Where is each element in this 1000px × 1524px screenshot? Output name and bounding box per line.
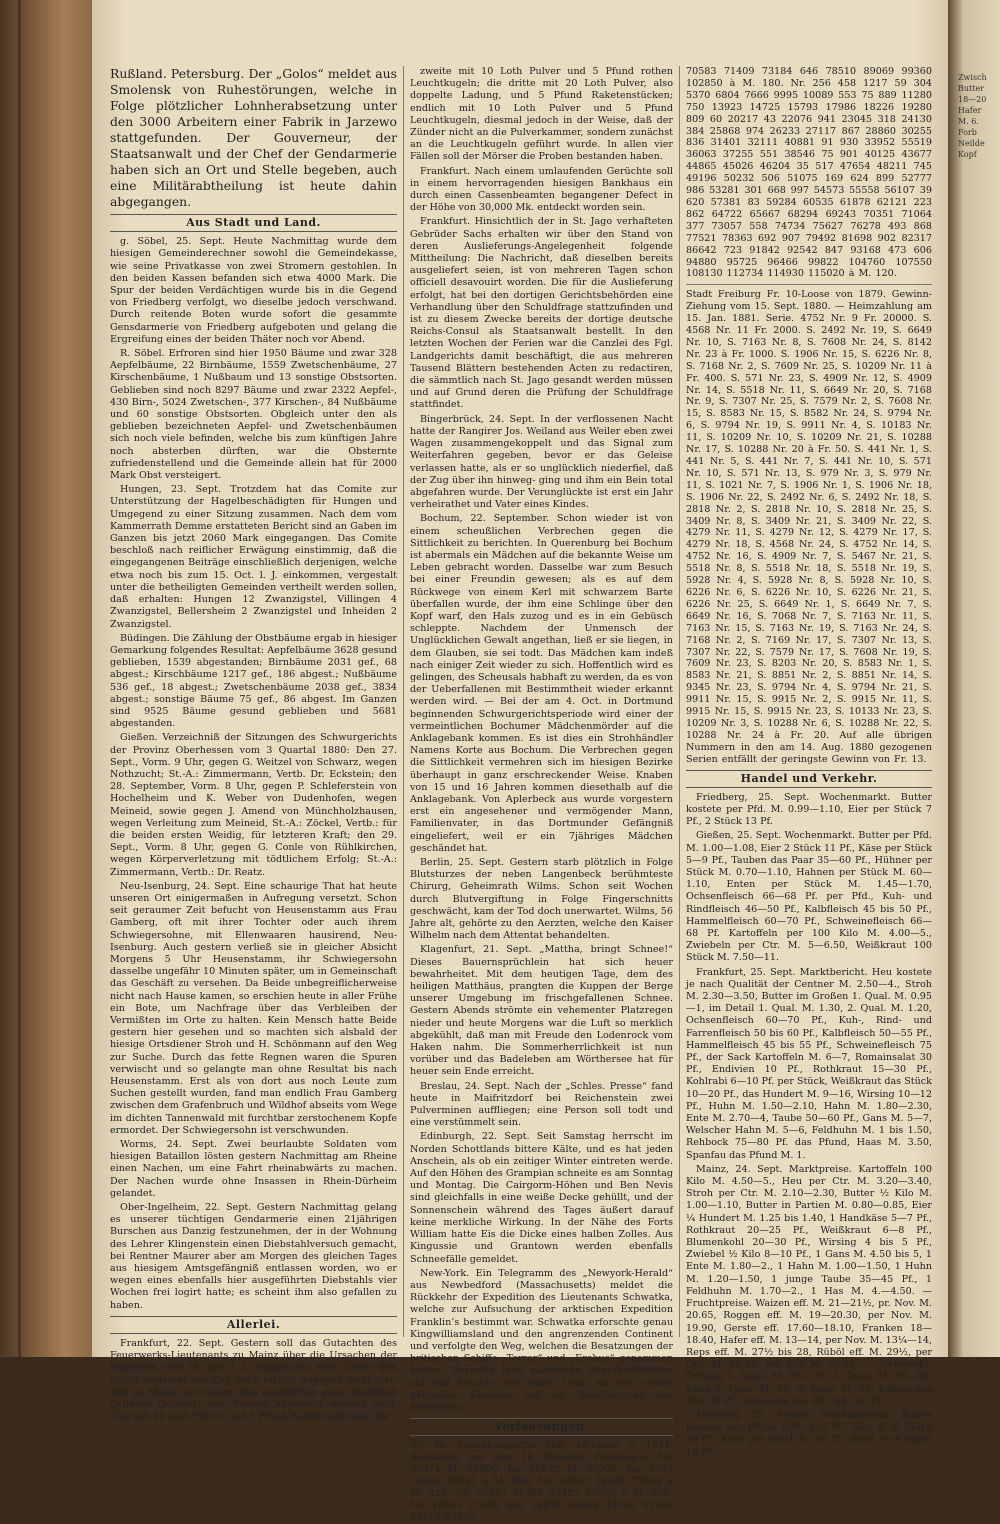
lottery-freiburg-list: Stadt Freiburg Fr. 10-Loose von 1879. Gewinn-Ziehung vom 15. Sept. 1880. — Heimzahlung am 15. Jan. 1881. Serie. 4752 Nr. 9 Fr. 20000. S. 4568 Nr. 11 Fr. 2000. S. 2492 Nr. 19, S. 6649 Nr. 10, S. 7163 Nr. 8, S. 7608 Nr. 24, S. 8142 Nr. 23 à Fr. 1000. S. 1906 Nr. 15, S. 6226 Nr. 8, S. 7168 Nr. 2, S. 7609 Nr. 25, S. 10209 Nr. 11 à Fr. 400. S. 571 Nr. 23, S. 4909 Nr. 12, S. 4909 Nr. 14, S. 5518 Nr. 11, S. 6649 Nr. 20, S. 7168 Nr. 9, S. 7307 Nr. 25, S. 7579 Nr. 2, S. 7608 Nr. 15, S. 8583 Nr. 15, S. 8582 Nr. 24, S. 9794 Nr. 6, S. 9794 Nr. 19, S. 9911 Nr. 4, S. 10183 Nr. 11, S. 10209 Nr. 10, S. 10209 Nr. 21, S. 10288 Nr. 17, S. 10288 Nr. 20 à Fr. 50. S. 441 Nr. 1, S. 441 Nr. 5, S. 441 Nr. 7, S. 441 Nr. 10, S. 571 Nr. 10, S. 571 Nr. 13, S. 979 Nr. 3, S. 979 Nr. 11, S. 1021 Nr. 7, S. 1906 Nr. 1, S. 1906 Nr. 18, S. 1906 Nr. 22, S. 2492 Nr. 6, S. 2492 Nr. 18, S. 2818 Nr. 2, S. 2818 Nr. 10, S. 2818 Nr. 25, S. 3409 Nr. 8, S. 3409 Nr. 21, S. 3409 Nr. 22, S. 4279 Nr. 11, S. 4279 Nr. 12, S. 4279 Nr. 17, S. 4279 Nr. 18, S. 4568 Nr. 24, S. 4752 Nr. 14, S. 4752 Nr. 16, S. 4909 Nr. 7, S. 5467 Nr. 21, S. 5518 Nr. 8, S. 5518 Nr. 18, S. 5518 Nr. 19, S. 5928 Nr. 4, S. 5928 Nr. 8, S. 5928 Nr. 10, S. 6226 Nr. 6, S. 6226 Nr. 10, S. 6226 Nr. 21, S. 6226 Nr. 25, S. 6649 Nr. 1, S. 6649 Nr. 7, S. 6649 Nr. 16, S. 7068 Nr. 7, S. 7163 Nr. 11, S. 7163 Nr. 15, S. 7163 Nr. 19, S. 7163 Nr. 24, S. 7168 Nr. 2, S. 7169 Nr. 17, S. 7307 Nr. 13, S. 7307 Nr. 22, S. 7579 Nr. 17, S. 7608 Nr. 19, S. 7609 Nr. 23, S. 8203 Nr. 20, S. 8583 Nr. 1, S. 8583 Nr. 21, S. 8851 Nr. 2, S. 8851 Nr. 14, S. 9345 Nr. 23, S. 9794 Nr. 4, S. 9794 Nr. 21, S. 9911 Nr. 15, S. 9915 Nr. 2, S. 9915 Nr. 11, S. 9915 Nr. 15, S. 9915 Nr. 23, S. 10133 Nr. 23, S. 10209 Nr. 3, S. 10288 Nr. 6, S. 10288 Nr. 22, S. 10288 Nr. 24 à Fr. 20. Auf alle übrigen Nummern in den am 14. Aug. 1880 gezogenen Serien entfällt der geringste Gewinn von Fr. 13. (686, 289, 932, 765)
column-3 (680, 66, 938, 1458)
lead-article-russland: Rußland. Petersburg. Der „Golos“ meldet aus Smolensk von Ruhestörungen, welche in Folge plötzlicher Lohnherabsetzung unter den 3000 Arbeitern einer Fabrik in Jarzewo stattgefunden. Der Gouverneur, der Staatsanwalt und der Chef der Gendarmerie haben sich an Ort und Stelle begeben, auch eine Militärabtheilung ist heute dahin abgegangen. (110, 66, 397, 209)
article-paragraph: Bochum, 22. September. Schon wieder ist von einem scheußlichen Verbrechen gegen die Sittlichkeit zu berichten. In Querenburg bei Bochum ist abermals ein Mädchen auf die bekannte Weise um Leben gebracht worden. Dasselbe war zum Besuch bei einer Freundin gewesen; als es auf dem Rückwege von einem Kerl mit schwarzem Barte überfallen wurde, der ihm eine Schlinge über den Kopf warf, den Hals zuzog und es in ein Gebüsch schleppte. Nachdem der Unmensch der Unglücklichen Gewalt angethan, ließ er sie liegen, in dem Glauben, sie sei todt. Das Mädchen kam indeß nach einiger Zeit wieder zu sich. Hoffentlich wird es gelingen, des Scheusals habhaft zu werden, da es von der Ueberfallenen mit Bestimmtheit wieder erkannt werden wird. — Bei der am 4. Oct. in Dortmund beginnenden Schwurgerichtsperiode wird einer der vermeintlichen Bochumer Mädchenmörder auf die Anklagebank kommen. Es ist dies ein Strohhändler Namens Korte aus Bochum. Die Verbrechen gegen die Sittlichkeit vermehren sich im hiesigen Bezirke überhaupt in ganz erschreckender Weise. Knaben von 15 und 16 Jahren kommen diesethalb auf die Anklagebank. Von Aplerbeck aus wurde vorgestern erst ein angesehener und vermögender Mann, Familienvater, in das Dortmunder Gefängniß eingeliefert, weil er ein 7jähriges Mädchen geschändet hat. (410, 513, 673, 854)
market-report: Marburg, 25. Septbr. Wochenmarkt. Butter kostete per Pfund 100—110 Pf., Eier 8—9 Stück 40 Pf., Käse per Stück 8—10 Pf., Salat 3—4 Köpfe 10 Pf., (686, 1409, 932, 1458)
lottery-oldenburg-list: 3½ Gt. Oldenburgische Thlr. 40-Loose v. 1871. Restanten aus den 18 früheren Ziehungen. Nr. 33974 M. 60000. Nr. 56822 M. 30000. Nr. 6955 15666 39581 à M. 900. Nr. 10057 28638 77004 à M. 420. Nr. 20927 41360 43427 80995 à M. 300. Nr. 10535 17055 953 19839 32468 34352 52921 62179 63806 (410, 1440, 673, 1523)
lottery-number-list: 70583 71409 73184 646 78510 89069 99360 102850 à M. 180. Nr. 256 458 1217 59 304 5370 6804 7666 9995 10089 553 75 889 11280 750 13923 14725 15793 17986 18226 19280 809 60 20217 43 22076 941 23045 318 24130 384 25868 974 26233 27117 867 28860 30255 836 31401 32111 40881 91 930 33952 55519 36063 37255 551 38546 75 901 40125 43677 44865 45026 46204 35 517 47654 48211 745 49196 50232 506 51075 169 624 899 52777 986 53281 301 668 997 54573 55558 56107 39 620 57381 83 59284 60535 61878 62121 223 862 64722 65667 68294 69243 70351 71064 377 73057 558 74734 75627 76278 493 868 77521 78363 692 907 79492 81698 902 82317 86642 723 91842 92542 847 93168 473 606 94880 95725 96466 99822 104760 107550 108130 112734 114930 115020 à M. 120. (686, 66, 932, 280)
article-paragraph: New-York. Ein Telegramm des „Newyork-Herald“ aus Newbedford (Massachusetts) meldet die Rückkehr der Expedition des Lieutenants Schwatka, welche zur Aufsuchung der arktischen Expedition Franklin’s bestimmt war. Schwatka erforschte genau Kingwilliamsland und den angrenzenden Continent und verfolgte den Weg, welchen die Besatzungen der britischen Schiffe „Terror“ und „Erebus“ genommen hatten. Derselbe fand zahlreiche Begräbnißstätten auf und brachte von jedem Orte, wo sich solche gefunden, Knochen mit zur Identificirung der Expedition. (410, 1267, 673, 1413)
section-heading-allerlei: Allerlei. (110, 1316, 397, 1334)
divider (686, 284, 932, 285)
article-paragraph: R. Söbel. Erfroren sind hier 1950 Bäume und zwar 328 Aepfelbäume, 22 Birnbäume, 1559 Zwetschenbäume, 27 Kirschenbäume, 1 Nußbaum und 13 sonstige Obstsorten. Geblieben sind noch 8297 Bäume und zwar 2322 Aepfel-, 430 Birn-, 5024 Zwetschen-, 377 Kirschen-, 84 Nußbäume und 60 sonstige Obstsorten. Obgleich unter den als geblieben bezeichneten Aepfel- und Zwetschenbäumen sich noch viele befinden, welche bis zum künftigen Jahre noch absterben dürften, war die Obsternte zufriedenstellend und die Gemeinde allein hat für 2000 Mark Obst versteigert. (110, 348, 397, 482)
article-paragraph: Worms, 24. Sept. Zwei beurlaubte Soldaten vom hiesigen Bataillon lösten gestern Nachmittag am Rheine einen Nachen, um eine Fahrt rheinabwärts zu machen. Der Nachen wurde ohne Insassen in Rhein-Dürheim gelandet. (110, 1139, 397, 1199)
article-paragraph: Klagenfurt, 21. Sept. „Mattha, bringt Schnee!“ Dieses Bauernsprüchlein hat sich heuer bewahrheitet. Mit dem heutigen Tage, dem des heiligen Matthäus, prangten die Kuppen der Berge unserer Umgebung im frischgefallenen Schnee. Gestern Abends strömte ein vehementer Platzregen nieder und heute Morgens war die Luft so merklich abgekühlt, daß man mit Freude den Lodenrock vom Haken nahm. Die Sommerherrlichkeit ist nun vorüber und das Badeleben am Wörthersee hat für heuer sein Ende erreicht. (410, 944, 673, 1078)
article-paragraph: g. Söbel, 25. Sept. Heute Nachmittag wurde dem hiesigen Gemeinderechner sowohl die Gemeindekasse, wie seine Privatkasse von zwei Stromern gestohlen. In den beiden Kassen befanden sich etwa 4000 Mark. Die Spur der beiden Verdächtigen wurde bis in die Gegend von Friedberg verfolgt, wo dieselbe jedoch verschwand. Durch reitende Boten wurde sofort die gesammte Gensdarmerie von Friedberg aufgeboten und gelang die Ergreifung eines der beiden Thäter noch vor Abend. (110, 236, 397, 345)
market-report: Friedberg, 25. Sept. Wochenmarkt. Butter kostete per Pfd. M. 0.99—1.10, Eier per Stück 7 Pf., 2 Stück 13 Pf. (686, 791, 932, 828)
adjacent-page-edge (948, 0, 1000, 1357)
adjacent-page-text: Zwisch Butter 18—20 Hafer M. 6. Forb Neilde Kopf (958, 73, 987, 159)
article-paragraph: Büdingen. Die Zählung der Obstbäume ergab in hiesiger Gemarkung folgendes Resultat: Aepfelbäume 3628 gesund geblieben, 1539 abgestanden; Birnbäume 2031 gef., 68 abgest.; Kirschbäume 1217 gef., 186 abgest.; Nußbäume 536 gef., 18 abgest.; Zwetschenbäume 2038 gef., 3834 abgest.; sonstige Bäume 75 gef., 86 abgest. Im Ganzen sind 9525 Bäume gesund geblieben und 5681 abgestanden. (110, 632, 397, 730)
stadt-und-land-articles (110, 236, 397, 1312)
market-report: Gießen, 25. Sept. Wochenmarkt. Butter per Pfd. M. 1.00—1.08, Eier 2 Stück 11 Pf., Käse per Stück 5—9 Pf., Tauben das Paar 35—60 Pf., Hühner per Stück M. 0.70—1.10, Hahnen per Stück M. 60—1.10, Enten per Stück M. 1.45—1.70, Ochsenfleisch 66—68 Pf. per Pfd., Kuh- und Rindfleisch 46—50 Pf., Kalbfleisch 45 bis 50 Pf., Hammelfleisch 60—70 Pf., Schweinefleisch 66—68 Pf. Kartoffeln per 100 Kilo M. 4.00—5., Zwiebeln per Ctr. M. 5—6.50, Weißkraut 100 Stück M. 7.50—11. (686, 830, 932, 964)
column-1 (104, 66, 404, 1423)
article-paragraph: Frankfurt. Hinsichtlich der in St. Jago verhafteten Gebrüder Sachs erhalten wir über den Stand von deren Auslieferungs-Angelegenheit folgende Mittheilung: Die Nachricht, daß dieselben bereits ausgeliefert seien, ist von mehreren Tagen schon officiell desavouirt worden. Die für die Auslieferung erfolgt, hat bei den dortigen Gerichtsbehörden eine Verhandlung über den Schuldfrage stattzufinden und ist zu diesem Zwecke bereits der dortige deutsche Reichs-Consul als Staatsanwalt bestellt. In den letzten Wochen der Ferien war die Canzlei des Fgl. Landgerichts damit beschäftigt, die aus mehreren Tausend Blättern bestehenden Acten zu redactiren, die sämmtlich nach St. Jago gesandt werden müssen und auf Grund deren die Prüfung der Schuldfrage stattfindet. (410, 216, 673, 411)
article-paragraph: Breslau, 24. Sept. Nach der „Schles. Presse“ fand heute in Maifritzdorf bei Reichenstein zwei Pulverminen auffliegen; eine Person soll todt und eine verstümmelt sein. (410, 1080, 673, 1129)
article-paragraph: Frankfurt. Nach einem umlaufenden Gerüchte soll in einem hervorragenden hiesigen Bankhaus ein durch einen Cassenbeamten begangener Defect in der Höhe von 30,000 Mk. entdeckt worden sein. (410, 165, 673, 214)
article-paragraph: Hungen, 23. Sept. Trotzdem hat das Comite zur Unterstützung der Hagelbeschädigten für Hungen und Umgegend zu einer Sitzung zusammen. Nach dem vom Kammerrath Demme erstatteten Bericht sind an Gaben im Ganzen bis jetzt 2060 Mark eingegangen. Das Comite beschloß nach reiflicher Erwägung einstimmig, daß die eingegangenen Beiträge einschließlich derjenigen, welche etwa noch bis zum 15. Oct. l. J. einkommen, vergestalt unter die betheiligten Gemeinden vertheilt werden sollen, daß erhalten: Hungen 12 Zwanzigstel, Villingen 4 Zwanzigstel, Bellersheim 2 Zwanzigstel und Inheiden 2 Zwanzigstel. (110, 484, 397, 630)
market-report: Frankfurt, 25. Sept. Marktbericht. Heu kostete je nach Qualität der Centner M. 2.50—4., Stroh M. 2.30—3.50, Butter im Großen 1. Qual. M. 0.95—1, im Detail 1. Qual. M. 1.30, 2. Qual. M. 1.20, Ochsenfleisch 60—70 Pf., Kuh-, Rind- und Farrenfleisch 50 bis 60 Pf., Kalbfleisch 50—55 Pf., Hammelfleisch 45 bis 55 Pf., Schweinefleisch 75 Pf., der Sack Kartoffeln M. 6—7, Romainsalat 30 Pf., Endivien 10 Pf., Rothkraut 15—30 Pf., Kohlrabi 6—10 Pf. per Stück, Weißkraut das Stück 10—20 Pf., das Hundert M. 9—16, Wirsing 10—12 Pf., Huhn M. 1.50—2.10, Hahn M. 1.80—2.30, Ente M. 2.70—4, Taube 50—60 Pf., Gans M. 5—7, Welscher Hahn M. 5—6, Feldhuhn M. 1 bis 1.50, Rehbock 75—80 Pf. das Pfund, Haas M. 3.50, Spanfau das Pfund M. 1. (686, 966, 932, 1161)
article-paragraph: Berlin, 25. Sept. Gestern starb plötzlich in Folge Blutsturzes der neben Langenbeck berühmteste Chirurg, Geheimrath Wilms. Schon seit Wochen durch Blutvergiftung in Folge Fingerschnitts geschwächt, kam der Tod doch unerwartet. Wilms, 56 Jahre alt, gehörte zu den Aerzten, welche den Kaiser Wilhelm nach dem Attentat behandelten. (410, 857, 673, 942)
section-heading-handel-und-verkehr: Handel und Verkehr. (686, 770, 932, 788)
newspaper-page (92, 0, 948, 1523)
article-paragraph: Gießen. Verzeichniß der Sitzungen des Schwurgerichts der Provinz Oberhessen vom 3 Quartal 1880: Den 27. Sept., Vorm. 9 Uhr, gegen G. Weitzel von Schwarz, wegen Nothzucht; St.-A.: Zimmermann, Vertb. Dr. Eckstein; den 28. September, Vorm. 8 Uhr, gegen P. Schleferstein von Hochelheim und K. Weber von Dudenhofen, wegen Meineid, sowie gegen J. Amend von Münchholzhausen, wegen Verleitung zum Meineid, St.-A.: Zöckel, Vertb.: für die beiden ersten Weidig, für letzteren Kraft; den 29. Sept., Vorm. 8 Uhr, gegen G. Conle von Rühlkirchen, wegen Körperverletzung mit tödtlichem Erfolg; St.-A.: Zimmermann, Vertb.: Dr. Reatz. (110, 732, 397, 878)
column-container (104, 66, 938, 1523)
article-paragraph: Bingerbrück, 24. Sept. In der verflossenen Nacht hatte der Rangirer Jos. Weiland aus Weiler eben zwei Wagen zusammengekoppelt und das Signal zum Weiterfahren gegeben, bevor er das Geleise verlassen hatte, als er so unglücklich niederfiel, daß der Zug über ihn hinweg- ging und ihm ein Bein total abgefahren wurde. Der Verunglückte ist erst ein Jahr verheirathet und Vater eines Kindes. (410, 413, 673, 511)
article-paragraph: Edinburgh, 22. Sept. Seit Samstag herrscht im Norden Schottlands bittere Kälte, und es hat jeden Anschein, als ob ein zeitiger Winter eintreten werde. Auf den Höhen des Grampian schneite es am Sonntag und Montag. Die Cairgorm-Höhen und Ben Nevis sind gleichfalls in eine weiße Decke gehüllt, und der Sonnenschein während des Tages äußert darauf keine merkliche Wirkung. In der Nähe des Forts William hatte Eis die Dicke eines halben Zolles. Aus Kingussie und Grantown werden ebenfalls Schneefälle gemeldet. (410, 1131, 673, 1265)
article-paragraph: Ober-Ingelheim, 22. Sept. Gestern Nachmittag gelang es unserer tüchtigen Gendarmerie einen 21jährigen Burschen aus Danzig festzunehmen, der in der Wohnung des Lehrer Klingenstein einen Diebstahlversuch gemacht, bei Rentner Maurer aber am Morgen des gleichen Tages aus hiesigem Amtsgefängniß entlassen worden, wo er wegen eines ebenfalls hier ausgeführten Diebstahls vier Wochen frei logirt hatte; es scheint ihm also gefallen zu haben. (110, 1202, 397, 1311)
article-paragraph: Neu-Isenburg, 24. Sept. Eine schaurige That hat heute unseren Ort einigermaßen in Aufregung versetzt. Schon seit geraumer Zeit befucht von Heusenstamm aus Frau Gamberg, oft mit ihrer Tochter oder auch ihrem Schwiegersohne, mit Ellenwaaren hausirend, Neu-Isenburg. Auch gestern verließ sie in gleicher Absicht Morgens 5 Uhr Heusenstamm, ihr Schwiegersohn dasselbe ungefähr 10 Minuten später, um in Gemeinschaft das Geschäft zu versehen. Da Beide unbegreiflicherweise nicht nach Hause kamen, so erschien heute in aller Frühe ein Bote, um Nachfrage über das Verbleiben der Vermißten im Orte zu halten. Kein Mensch hatte Beide gestern hier gesehen und so machten sich alsbald der hiesige Ortsdiener Stroh und H. Schönmann auf den Weg zur Suche. Durch das fette Regnen waren die Spuren verwischt und so gelangte man ohne Resultat bis nach Heusenstamm. Erst als von dort aus noch Leute zum Suchen gestellt wurden, fand man endlich Frau Gamberg zwischen dem Grafenbruch und Wildhof abseits vom Wege im dichten Tannenwald mit furchtbar zerstochenem Kopfe ermordet. Der Schwiegersohn ist verschwunden. (110, 880, 397, 1136)
market-report: Mainz, 24. Sept. Marktpreise. Kartoffeln 100 Kilo M. 4.50—5., Heu per Ctr. M. 3.20—3.40, Stroh per Ctr. M. 2.10—2.30, Butter ½ Kilo M. 1.00—1.10, Butter in Partien M. 0.80—0.85, Eier ¼ Hundert M. 1.25 bis 1.40, 1 Handkäse 5—7 Pf., Rothkraut 20—25 Pf., Weißkraut 6—8 Pf., Blumenkohl 20—30 Pf., Wirsing 4 bis 5 Pf., Zwiebel ½ Kilo 8—10 Pf., 1 Gans M. 4.50 bis 5, 1 Ente M. 1.80—2., 1 Hahn M. 1.00—1.50, 1 Huhn M. 1.20—1.50, 1 junge Taube 35—45 Pf., 1 Feldhuhn M. 1.70—2., 1 Has M. 4.—4.50. — Fruchtpreise. Waizen eff. M. 21—21½, pr. Nov. M. 20.65, Roggen eff. M. 19—20.30, per Nov. M. 19.90, Gerste eff. 17.60—18.10, Franken 18—18.40, Hafer eff. M. 13—14, per Nov. M. 13¼—14, Reps eff. M. 27½ bis 28, Rüböl eff. M. 29½, per Okt. M. 29.30, per Mai M. 30.20. — Viehmarkt. Ochsen 1. Qual. M. 66—70, 2. Qual. M. 63—66, Kühe 1. Qual. M. 57, 2. Qual. M. 50, Kälber das Pfd. 70 Pf., Schweine das Pfd. 64—67 Pf. (686, 1163, 932, 1407)
book-binding-edge (0, 0, 92, 1357)
allerlei-paragraph: Frankfurt, 22. Sept. Gestern soll das Gutachten des Feuerwerks-Lieutenants zu Mainz über die Ursachen der Explosion vom 28. Juli d. J. eingelaufen sein. Ueber den Inhalt verlautet zur Zeit noch nichts, dagegen steht fest, daß zu Mainz mit einem dem explodirten ganz ähnlichen Cylinder (Mörser) vier Proben angestellt worden sind, eine mit 10 Loth Pulver und 5 Pfund Raketenstücken; die (110, 1338, 397, 1423)
section-heading-stadt-und-land: Aus Stadt und Land. (110, 214, 397, 232)
article-paragraph: zweite mit 10 Loth Pulver und 5 Pfund rothen Leuchtkugeln; die dritte mit 20 Loth Pulver, also doppelte Ladung, und 5 Pfund Raketenstücken; endlich mit 10 Loth Pulver und 5 Pfund Leuchtkugeln, diesmal jedoch in der Weise, daß der Zünder nicht an die Pulverkammer, sondern zunächst an die Leuchtkugeln geführt wurde. In allen vier Fällen soll der Mörser die Proben bestanden haben. (410, 66, 673, 163)
column-2 (404, 66, 680, 1523)
binding-stripe (18, 0, 21, 1357)
section-heading-verloosungen: Verloosungen. (410, 1418, 673, 1436)
